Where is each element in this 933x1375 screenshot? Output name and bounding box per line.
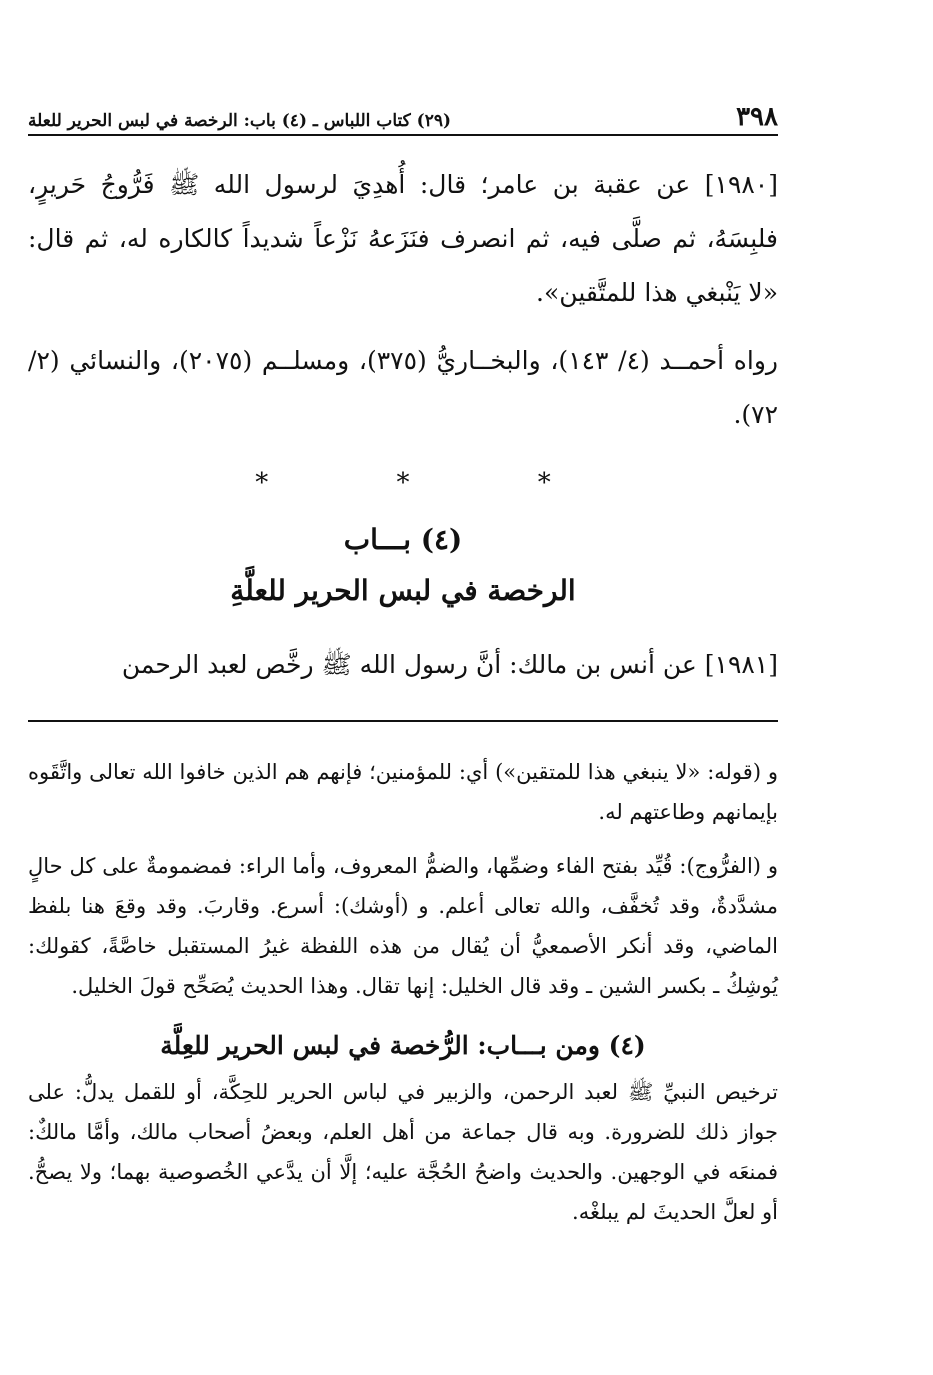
- page: [28, 90, 778, 1246]
- hadith-1981: [١٩٨١] عن أنس بن مالك: أنَّ رسول الله ﷺ رخَّص لعبد الرحمن: [121, 650, 778, 679]
- hadith-1980: [١٩٨٠] عن عقبة بن عامر؛ قال: أُهدِيَ لرسول الله ﷺ فَرُّوجُ حَريرٍ، فلبِسَهُ، ثم صلَّى فيه، ثم انصرف فنَزَعهُ نَزْعاً شديداً كالكاره له، ثم قال: «لا يَنْبغي هذا للمتَّقين».: [28, 170, 778, 307]
- chapter-title: الرخصة في لبس الحرير للعلَّةِ: [230, 574, 576, 607]
- hadith-source: رواه أحمــد (٤/ ١٤٣)، والبخــاريُّ (٣٧٥)، ومسلــم (٢٠٧٥)، والنسائي (٢/ ٧٢).: [28, 346, 778, 429]
- running-title: (٢٩) كتاب اللباس ـ (٤) باب: الرخصة في لبس الحرير للعلة: [28, 111, 451, 131]
- page-header: [28, 90, 778, 136]
- commentary-paragraph: و (قوله: «لا ينبغي هذا للمتقين») أي: للمؤمنين؛ فإنهم هم الذين خافوا الله تعالى واتَّقَوه بإيمانهم وطاعتهم له.: [28, 760, 778, 824]
- page-number: ٣٩٨: [736, 102, 778, 132]
- commentary-paragraph: و (الفرُّوج): قُيِّد بفتح الفاء وضمِّها، والضمُّ المعروف، وأما الراء: فمضمومةٌ على كل حالٍ مشدَّدةٌ، وقد تُخفَّف، والله تعالى أعلم. و (أوشك): أسرع. وقاربَ. وقد وقعَ هنا بلفظ الماضي، وقد أنكر الأصمعيُّ أن يُقال من هذه اللفظة غيرُ المستقبل خاصَّةً، كقولك: يُوشِكُ ـ بكسر الشين ـ وقد قال الخليل: إنها تقال. وهذا الحديث يُصَحِّح قولَ الخليل.: [28, 854, 778, 998]
- commentary-paragraph: ترخيص النبيِّ ﷺ لعبد الرحمن، والزبير في لباس الحرير للحِكَّة، أو للقمل يدلُّ: على جواز ذلك للضرورة. وبه قال جماعة من أهل العلم، وبعضُ أصحاب مالك، وأمَّا مالكٌ: فمنعَه في الوجهين. والحديث واضحُ الحُجَّة عليه؛ إلَّا أن يدَّعي الخُصوصية بهما؛ ولا يصحُّ. أو لعلَّ الحديثَ لم يبلغْه.: [28, 1080, 779, 1224]
- footnote-divider: [28, 720, 778, 722]
- main-text: [28, 158, 778, 692]
- section-separator: * * *: [255, 468, 611, 498]
- chapter-number: (٤) بـــاب: [343, 523, 463, 556]
- commentary: [28, 752, 778, 1232]
- commentary-sub-heading: (٤) ومن بـــاب: الرُّخصة في لبس الحرير للعِلَّة: [160, 1031, 646, 1060]
